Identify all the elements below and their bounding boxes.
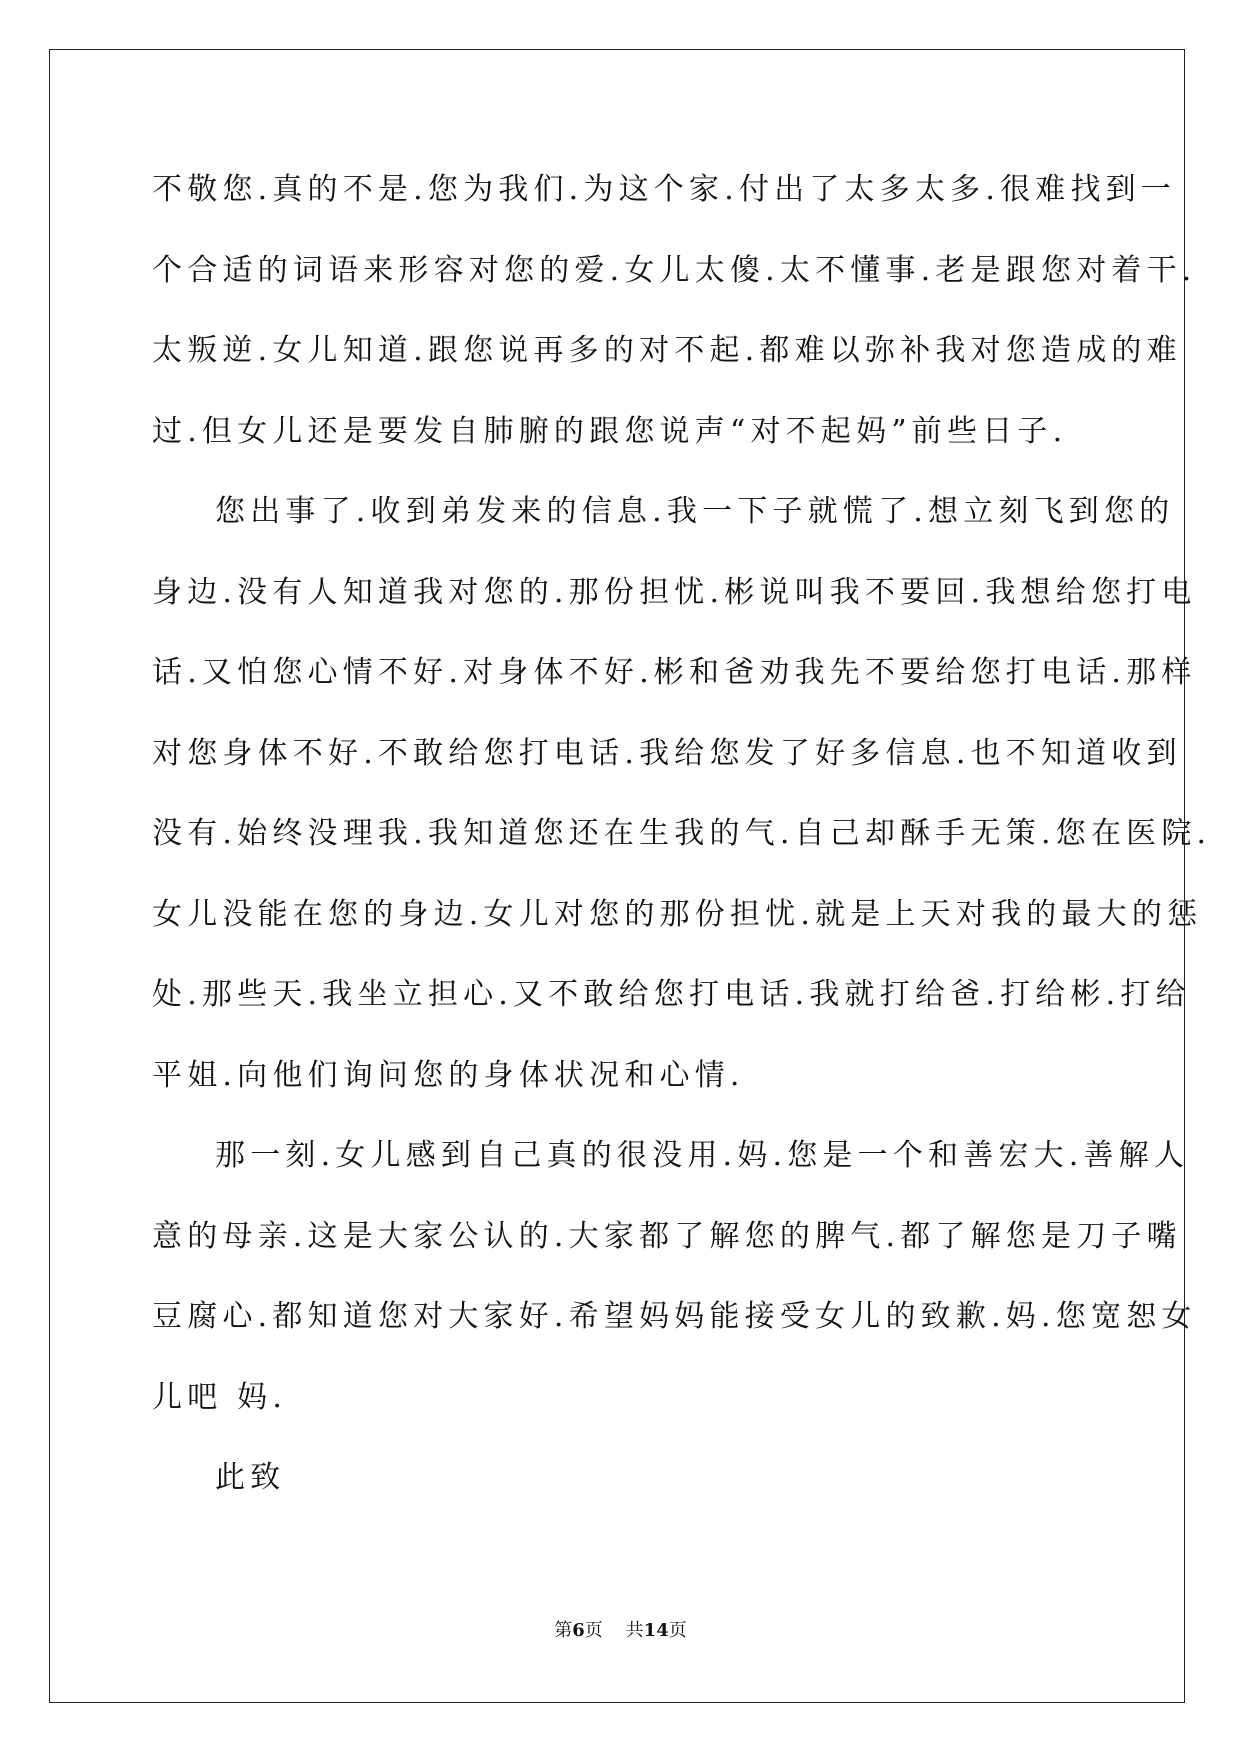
page-footer xyxy=(0,1616,1241,1642)
text-line: 女儿没能在您的身边.女儿对您的那份担忧.就是上天对我的最大的惩 xyxy=(152,896,1203,932)
text-line: 身边.没有人知道我对您的.那份担忧.彬说叫我不要回.我想给您打电 xyxy=(152,574,1197,610)
text-line: 对您身体不好.不敢给您打电话.我给您发了好多信息.也不知道收到 xyxy=(152,735,1182,771)
text-line: 处.那些天.我坐立担心.又不敢给您打电话.我就打给爸.打给彬.打给 xyxy=(152,977,1191,1012)
closing-salutation: 此致 xyxy=(215,1460,286,1495)
text-line: 豆腐心.都知道您对大家好.希望妈妈能接受女儿的致歉.妈.您宽恕女 xyxy=(152,1299,1197,1334)
text-line: 没有.始终没理我.我知道您还在生我的气.自己却酥手无策.您在医院. xyxy=(152,816,1212,851)
text-line: 您出事了.收到弟发来的信息.我一下子就慌了.想立刻飞到您的 xyxy=(215,494,1175,529)
text-line: 过.但女儿还是要发自肺腑的跟您说声“对不起妈”前些日子. xyxy=(152,413,1068,449)
total-suffix: 页 xyxy=(668,1620,687,1641)
page-prefix: 第 xyxy=(554,1620,573,1641)
document-body xyxy=(152,160,1212,1529)
text-line: 话.又怕您心情不好.对身体不好.彬和爸劝我先不要给您打电话.那样 xyxy=(152,655,1197,690)
text-line: 太叛逆.女儿知道.跟您说再多的对不起.都难以弥补我对您造成的难 xyxy=(152,333,1182,368)
text-line: 不敬您.真的不是.您为我们.为这个家.付出了太多太多.很难找到一 xyxy=(152,172,1177,207)
page-number: 6 xyxy=(572,1620,585,1641)
text-line: 儿吧 妈. xyxy=(152,1379,288,1415)
text-line: 意的母亲.这是大家公认的.大家都了解您的脾气.都了解您是刀子嘴 xyxy=(152,1218,1182,1254)
text-line: 个合适的词语来形容对您的爱.女儿太傻.太不懂事.老是跟您对着干. xyxy=(152,252,1197,288)
total-prefix: 共 xyxy=(625,1620,644,1641)
page-suffix: 页 xyxy=(584,1620,603,1641)
total-pages: 14 xyxy=(643,1620,669,1641)
text-line: 那一刻.女儿感到自己真的很没用.妈.您是一个和善宏大.善解人 xyxy=(215,1138,1190,1173)
text-line: 平姐.向他们询问您的身体状况和心情. xyxy=(152,1057,745,1093)
